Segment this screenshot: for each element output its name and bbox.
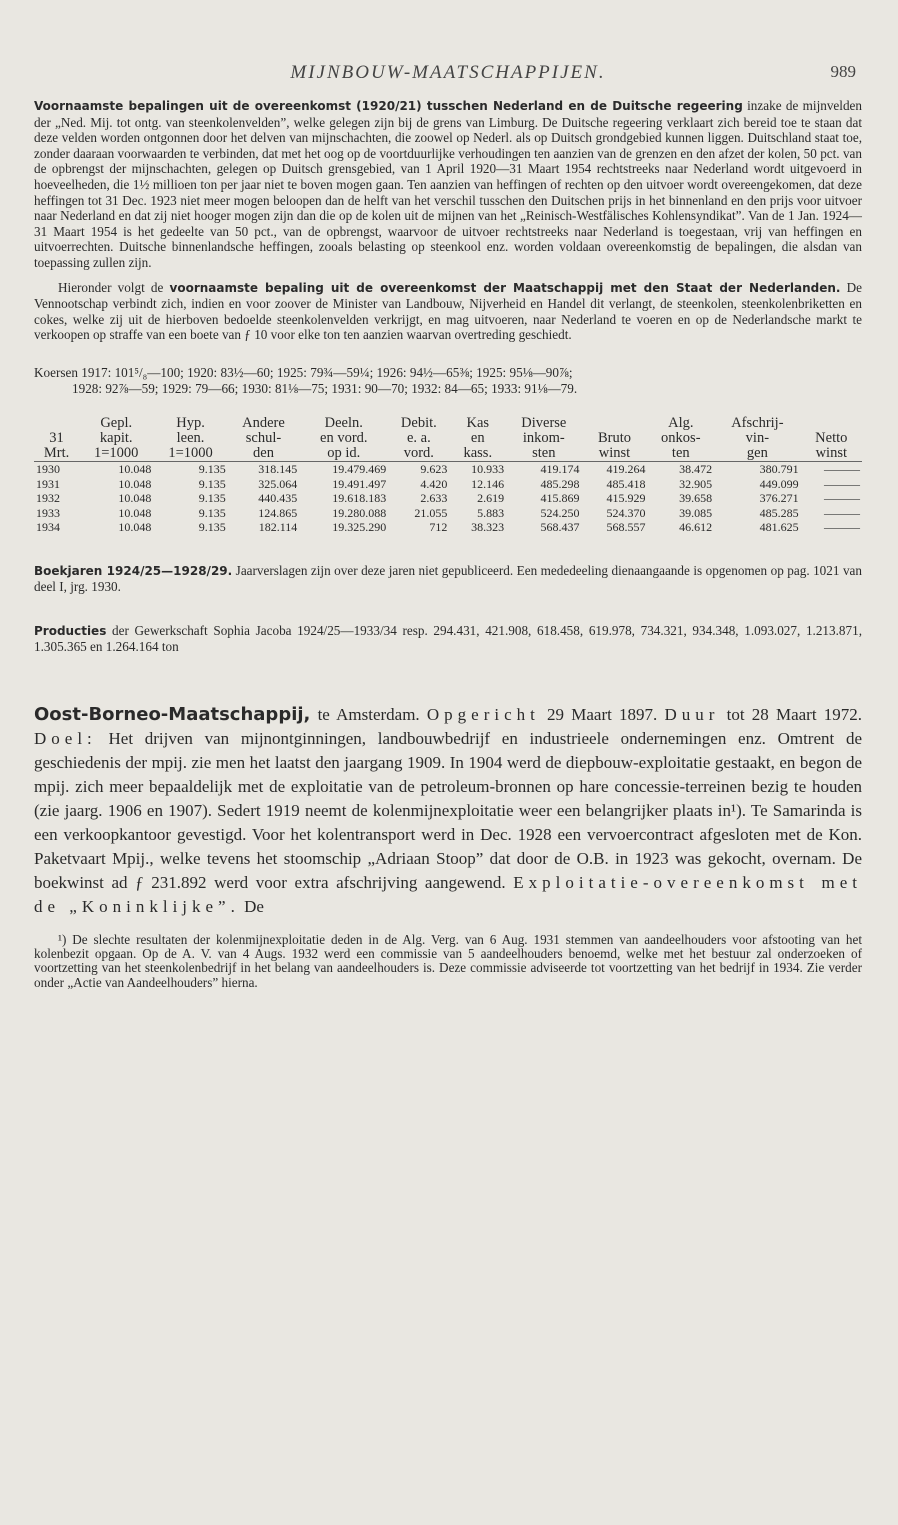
company-name: Oost-Borneo-Maatschappij, <box>34 703 311 725</box>
table-cell: ——— <box>824 520 860 535</box>
table-cell: 568.557 <box>606 520 646 535</box>
borneo-text: Het drijven van mijnontginningen, landbouwbedrijf en industrieele ondernemingen enz. Omtrent de geschiedenis der mpij. zie men het laatst den jaargang 1909. In 1904 werd de diepbouw-exploitatie gestaakt, en begon de mpij. zich meer bepaaldelijk met de exploitatie van de petroleum-bronnen op hare concessie-terreinen bezig te houden (zie jaarg. 1906 en 1907). Sedert 1919 neemt de kolenmijnexploitatie weer een belangrijker plaats in¹). Te Samarinda is een verkoopkantoor gevestigd. Voor het kolentransport werd in Dec. 1928 een vervoercontract afgesloten met de Kon. Paketvaart Mpij., welke tevens het stoomschip „Adriaan Stoop” dat door de O.B. in 1923 was gekocht, overnam. De boekwinst ad ƒ 231.892 werd voor extra afschrijving aangewend. <box>34 728 862 892</box>
table-cell: 32.905 <box>679 476 713 491</box>
table-cell: 524.370 <box>606 505 646 520</box>
column-header <box>299 416 388 462</box>
column-header-line: schul- <box>245 430 282 447</box>
table-cell: 10.048 <box>118 520 152 535</box>
column-header-line: kass. <box>463 445 493 462</box>
header-row <box>34 416 862 462</box>
column-header-line: 1=1000 <box>168 445 213 462</box>
borneo-text: te Amsterdam. <box>310 704 427 724</box>
table-cell: 19.618.183 <box>332 491 387 506</box>
column-header <box>79 416 153 462</box>
table-cell: 21.055 <box>414 505 448 520</box>
financial-table <box>34 416 862 535</box>
column-header-line: onkos- <box>661 430 701 447</box>
duur-label: Duur <box>664 704 720 724</box>
table-cell: 10.048 <box>118 462 152 477</box>
table-cell: 39.085 <box>679 505 713 520</box>
column-header-line: sten <box>532 445 556 462</box>
column-header-line: Netto <box>815 430 848 447</box>
section-text: der Gewerkschaft Sophia Jacoba 1924/25—1933/34 resp. 294.431, 421.908, 618.458, 619.978, 734.321, 934.348, 1.093.027, 1.213.871, 1.305.365 en 1.264.164 ton <box>34 622 862 655</box>
koersen-line-2: 1928: 92⅞—59; 1929: 79—66; 1930: 81⅛—75; 1931: 90—70; 1932: 84—65; 1933: 91⅛—79. <box>72 380 578 396</box>
column-header-line: vord. <box>403 445 434 462</box>
table-row <box>34 520 862 535</box>
section-lead: Voornaamste bepalingen uit de overeenkomst (1920/21) tusschen Nederland en de Duitsche regeering <box>34 99 743 113</box>
section-producties <box>34 623 862 655</box>
column-header-line: 31 <box>49 430 64 447</box>
table-cell: 10.048 <box>118 476 152 491</box>
table-cell: 9.135 <box>198 505 226 520</box>
table-cell: 2.619 <box>477 491 505 506</box>
column-header-line: Alg. <box>668 415 694 432</box>
column-header-line: Deeln. <box>324 415 363 432</box>
table-cell: 39.658 <box>679 491 713 506</box>
column-header-line: Afschrij- <box>731 415 784 432</box>
column-header <box>153 416 227 462</box>
section-overeenkomst-duitschland <box>34 98 862 271</box>
column-header-line: Bruto <box>597 430 631 447</box>
column-header-line: vin- <box>745 430 770 447</box>
column-header-line: Gepl. <box>100 415 133 432</box>
table-cell: 1930 <box>36 462 60 477</box>
column-header <box>801 416 862 462</box>
table-row <box>34 491 862 506</box>
table-cell: 1932 <box>36 491 60 506</box>
footnote: ¹) De slechte resultaten der kolenmijnexploitatie deden in de Alg. Verg. van 6 Aug. 1931 stemmen van aandeelhouders voor afstooting van het kolenbezit opgaan. Op de A. V. van 4 Augs. 1932 werd een commissie van 5 aandeelhouders benoemd, welke met het bestuur zal onderzoeken of voortzetting van het steenkolenbedrijf in het belang van aandeelhouders is. Deze commissie adviseerde tot voortzetting van het bedrijf in 1934. Zie verder onder „Actie van Aandeelhouders” hierna. <box>34 931 862 990</box>
table-cell: 10.933 <box>471 462 505 477</box>
table-cell: 19.325.290 <box>332 520 387 535</box>
running-header <box>34 62 862 92</box>
column-header-line: Diverse <box>521 415 567 432</box>
exploitatie-label: Exploitatie-overeenkomst met de „Koninklijke”. <box>34 872 862 916</box>
column-header-line: e. a. <box>406 430 431 447</box>
column-header-line: inkom- <box>522 430 565 447</box>
table-cell: 5.883 <box>477 505 505 520</box>
table-cell: 485.418 <box>606 476 646 491</box>
section-oost-borneo <box>34 703 862 919</box>
column-header-line: Andere <box>242 415 285 432</box>
table-cell: ——— <box>824 505 860 520</box>
table-cell: 568.437 <box>540 520 580 535</box>
column-header <box>647 416 714 462</box>
table-cell: 9.135 <box>198 491 226 506</box>
table-header <box>34 416 862 462</box>
column-header-line: gen <box>746 445 768 462</box>
table-cell: 1933 <box>36 505 60 520</box>
koersen <box>34 365 862 396</box>
table-cell: 2.633 <box>420 491 448 506</box>
column-header <box>228 416 300 462</box>
table-cell: 1931 <box>36 476 60 491</box>
column-header <box>388 416 449 462</box>
table-cell: 481.625 <box>759 520 799 535</box>
section-boekjaren <box>34 563 862 595</box>
table-cell: 19.491.497 <box>332 476 387 491</box>
column-header-line: op id. <box>327 445 361 462</box>
table-cell: 419.264 <box>606 462 646 477</box>
column-header <box>506 416 581 462</box>
table-cell: 38.323 <box>471 520 505 535</box>
column-header-line: Kas <box>466 415 490 432</box>
table-body <box>34 462 862 535</box>
page-number: 989 <box>830 62 856 81</box>
table-cell: 46.612 <box>679 520 713 535</box>
column-header-line: 1=1000 <box>94 445 139 462</box>
table-cell: 19.280.088 <box>332 505 387 520</box>
column-header <box>34 416 79 462</box>
column-header-line: winst <box>598 445 631 462</box>
table-cell: 4.420 <box>420 476 448 491</box>
table-cell: 38.472 <box>679 462 713 477</box>
opgericht-label: Opgericht <box>426 704 540 724</box>
column-header-line: ten <box>671 445 690 462</box>
page-title: MIJNBOUW-MAATSCHAPPIJEN. <box>290 62 606 83</box>
table-cell: 485.285 <box>759 505 799 520</box>
section-lead: voornaamste bepaling uit de overeenkomst der Maatschappij met den Staat der Nederlanden. <box>169 280 841 295</box>
table-cell: 9.623 <box>420 462 448 477</box>
column-header-line: Hyp. <box>176 415 205 432</box>
table-cell: ——— <box>824 491 860 506</box>
table-row <box>34 506 862 521</box>
table-row <box>34 477 862 492</box>
borneo-text: 29 Maart 1897. <box>539 704 665 724</box>
table-cell: 12.146 <box>471 476 505 491</box>
table-cell: 449.099 <box>759 476 799 491</box>
table-cell: ——— <box>824 476 860 491</box>
column-header <box>714 416 800 462</box>
column-header-line: den <box>253 445 274 462</box>
table-cell: 9.135 <box>198 462 226 477</box>
section-lead: Producties <box>34 623 107 638</box>
table-cell: 318.145 <box>258 462 298 477</box>
koersen-line-1: Koersen 1917: 101⁵/₈—100; 1920: 83½—60; 1925: 79¾—59¼; 1926: 94½—65⅜; 1925: 95⅛—90⅞; <box>34 364 573 380</box>
doel-label: Doel: <box>34 728 97 748</box>
section-overeenkomst-staat <box>34 280 862 343</box>
table-cell: 19.479.469 <box>332 462 387 477</box>
column-header-line: winst <box>815 445 847 462</box>
table-cell: 380.791 <box>759 462 799 477</box>
column-header <box>581 416 647 462</box>
table-cell: 124.865 <box>258 505 298 520</box>
column-header-line: Debit. <box>400 415 437 432</box>
column-header-line: en vord. <box>320 430 368 447</box>
table-cell: 9.135 <box>198 476 226 491</box>
table-cell: 440.435 <box>258 491 298 506</box>
section-lead: Boekjaren 1924/25—1928/29. <box>34 563 233 578</box>
table-cell: 325.064 <box>258 476 298 491</box>
table-row <box>34 462 862 477</box>
column-header-line: Mrt. <box>43 445 70 462</box>
borneo-text: tot 28 Maart 1972. <box>719 704 862 724</box>
section-text: De Vennootschap verbindt zich, indien en voor zoover de Minister van Landbouw, Nijverheid en Handel dit verlangt, de steenkolen, steenkolenbriketten en cokes, welke zij uit de hierboven bedoelde steenkolenvelden verkrijgt, en mag uitvoeren, naar Nederland te voeren en op de Nederlandsche markt te verkoopen op straffe van een boete van ƒ 10 voor elke ton ten aanzien waarvan overtreding geschiedt. <box>34 279 862 343</box>
table-cell: 182.114 <box>258 520 298 535</box>
table-cell: 415.869 <box>540 491 580 506</box>
table-cell: 415.929 <box>606 491 646 506</box>
table-cell: 712 <box>429 520 448 535</box>
borneo-text: De <box>239 896 264 916</box>
table-cell: 1934 <box>36 520 60 535</box>
table-cell: 485.298 <box>540 476 580 491</box>
table-cell: 9.135 <box>198 520 226 535</box>
table-cell: 10.048 <box>118 491 152 506</box>
column-header <box>449 416 506 462</box>
table-cell: ——— <box>824 462 860 477</box>
section-text: Jaarverslagen zijn over deze jaren niet gepubliceerd. Een mededeeling dienaangaande is opgenomen op pag. 1021 van deel I, jrg. 1930. <box>34 562 862 595</box>
section-text: inzake de mijnvelden der „Ned. Mij. tot ontg. van steenkolenvelden”, welke gelegen zijn bij de grens van Limburg. De Duitsche regeering verklaart zich bereid toe te staan dat deze velden worden ontgonnen door het delven van mijnschachten, die zoowel op Nederl. als op Duitsch grondgebied kunnen liggen. Duitschland staat toe, zonder daaraan voorwaarden te verbinden, dat met het oog op de voortduurlijke verhoudingen ten aanzien van de grenzen en den afzet der kolen, 50 pct. van de opbrengst der mijnschachten, gelegen op Duitsch grensgebied, van 1 April 1920—31 Maart 1954 rechtstreeks naar Nederland wordt uitgevoerd in hoeveelheden, die 1½ millioen ton per jaar niet te boven mogen gaan. Ten aanzien van heffingen of rechten op den uitvoer wordt overeengekomen, dat deze heffingen tot 31 Dec. 1923 niet meer mogen beloopen dan de helft van het verschil tusschen den Duitschen prijs in het binnenland en den prijs voor uitvoer naar Nederland en dat zij niet hooger mogen zijn dan die op de kolen uit de mijnen van het „Reinisch-Westfälisches Kohlensyndikat”. Van de 1 Jan. 1924—31 Maart 1954 is het gedeelte van 50 pct., van de opbrengst, waarvoor de uitvoer rechtstreeks naar Nederland is toegestaan, vrij van heffingen en uitvoerrechten. Duitsche binnenlandsche heffingen, zooals belasting op steenkool enz. worden voldaan overeenkomstig de bepalingen, die alsdan van toepassing zullen zijn. <box>34 98 862 270</box>
table-cell: 419.174 <box>540 462 580 477</box>
table-cell: 524.250 <box>540 505 580 520</box>
table-cell: 376.271 <box>759 491 799 506</box>
column-header-line: kapit. <box>99 430 133 447</box>
column-header-line: leen. <box>176 430 205 447</box>
section-pre: Hieronder volgt de <box>58 279 170 295</box>
table-cell: 10.048 <box>118 505 152 520</box>
column-header-line: en <box>470 430 485 447</box>
